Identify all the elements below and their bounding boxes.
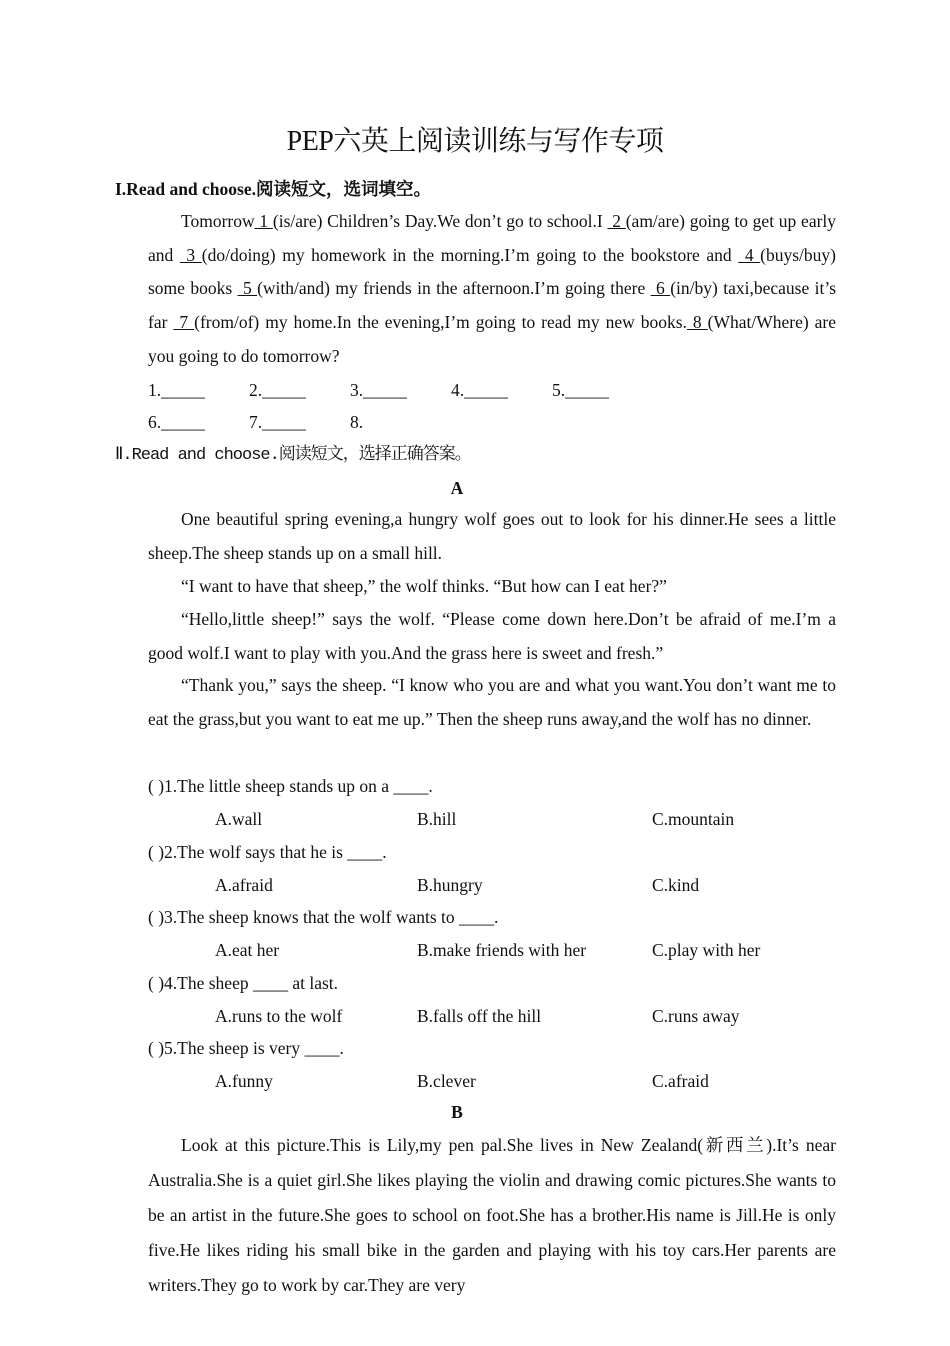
answer-row-2 bbox=[148, 409, 451, 435]
passage-b-title: B bbox=[451, 1102, 463, 1122]
option-b[interactable]: B.clever bbox=[417, 1071, 476, 1091]
answer-blank[interactable]: 4._____ bbox=[451, 380, 508, 400]
passage-text: (am/are) going to get up early and bbox=[148, 211, 837, 265]
answer-row-1 bbox=[148, 377, 653, 403]
passage-text: (is/are) Children’s Day.We don’t go to school.I bbox=[272, 211, 608, 231]
passage-a-paragraph: “Thank you,” says the sheep. “I know who you are and what you want.You don’t want me to eat the grass,but you want to eat me up.” Then the sheep runs away,and the wolf has no dinner. bbox=[148, 675, 836, 729]
option-b[interactable]: B.falls off the hill bbox=[417, 1005, 542, 1026]
blank-3: 3 bbox=[179, 244, 202, 265]
blank-2: 2 bbox=[607, 211, 626, 231]
answer-blank[interactable]: 3._____ bbox=[350, 380, 407, 400]
answer-blank[interactable]: 8. bbox=[350, 412, 364, 432]
answer-blank[interactable]: 2._____ bbox=[249, 380, 306, 400]
answer-blank[interactable]: 7._____ bbox=[249, 412, 306, 432]
blank-8: 8 bbox=[686, 312, 708, 333]
passage-text: (buys/buy) some books bbox=[148, 244, 836, 299]
option-c[interactable]: C.mountain bbox=[652, 809, 735, 829]
option-b[interactable]: B.hungry bbox=[417, 874, 483, 895]
question-4[interactable]: ( )4.The sheep ____ at last. bbox=[148, 972, 339, 993]
question-2[interactable]: ( )2.The wolf says that he is ____. bbox=[148, 841, 387, 862]
passage-a-paragraph: One beautiful spring evening,a hungry wolf goes out to look for his dinner.He sees a little sheep.The sheep stands up on a small hill. bbox=[148, 509, 836, 563]
option-c[interactable]: C.play with her bbox=[652, 940, 761, 960]
passage-text: Tomorrow bbox=[181, 211, 255, 231]
passage-text: (with/and) my friends in the afternoon.I’m going there bbox=[257, 278, 651, 299]
option-a[interactable]: A.eat her bbox=[215, 940, 280, 960]
section-1-passage bbox=[148, 205, 836, 374]
passage-text: (do/doing) my homework in the morning.I’m going to the bookstore and bbox=[201, 244, 739, 265]
page-title: PEP六英上阅读训练与写作专项 bbox=[286, 126, 664, 157]
option-b[interactable]: B.hill bbox=[417, 809, 457, 829]
option-c[interactable]: C.kind bbox=[652, 874, 700, 895]
option-c[interactable]: C.afraid bbox=[652, 1071, 709, 1091]
question-5[interactable]: ( )5.The sheep is very ____. bbox=[148, 1038, 344, 1058]
blank-1: 1 bbox=[254, 211, 273, 231]
section-2-heading: Ⅱ.Read and choose.阅读短文，选择正确答案。 bbox=[115, 446, 471, 465]
blank-4: 4 bbox=[738, 244, 761, 265]
option-a[interactable]: A.wall bbox=[215, 809, 263, 829]
option-a[interactable]: A.runs to the wolf bbox=[215, 1005, 343, 1026]
option-a[interactable]: A.funny bbox=[215, 1071, 273, 1091]
option-a[interactable]: A.afraid bbox=[215, 874, 273, 895]
blank-5: 5 bbox=[237, 278, 258, 299]
passage-text: (What/Where) are you going to do tomorrow? bbox=[148, 312, 837, 366]
option-b[interactable]: B.make friends with her bbox=[417, 940, 587, 960]
blank-6: 6 bbox=[650, 278, 671, 299]
passage-text: (in/by) taxi,because it’s far bbox=[148, 278, 837, 333]
passage-b-paragraph: Look at this picture.This is Lily,my pen pal.She lives in New Zealand(新西兰).It’s near Australia.She is a quiet girl.She likes playing the violin and drawing comic pictures.She wants to be an artist in the future.She goes to school on foot.She has a brother.His name is Jill.He is only five.He likes riding his small bike in the garden and playing with his toy cars.Her parents are writers.They go to work by car.They are very bbox=[148, 1135, 836, 1295]
question-1[interactable]: ( )1.The little sheep stands up on a ____. bbox=[148, 776, 433, 796]
blank-7: 7 bbox=[173, 312, 195, 333]
question-3[interactable]: ( )3.The sheep knows that the wolf wants to ____. bbox=[148, 907, 499, 927]
answer-blank[interactable]: 6._____ bbox=[148, 412, 205, 432]
passage-a-title: A bbox=[450, 478, 464, 498]
section-1-heading: I.Read and choose.阅读短文，选词填空。 bbox=[115, 179, 431, 199]
answer-blank[interactable]: 1._____ bbox=[148, 380, 205, 400]
option-c[interactable]: C.runs away bbox=[652, 1005, 740, 1026]
passage-a-paragraph: “Hello,little sheep!” says the wolf. “Please come down here.Don’t be afraid of me.I’m a good wolf.I want to play with you.And the grass here is sweet and fresh.” bbox=[148, 609, 836, 663]
answer-blank[interactable]: 5._____ bbox=[552, 380, 609, 400]
passage-text: (from/of) my home.In the evening,I’m going to read my new books. bbox=[194, 312, 687, 333]
passage-a-paragraph: “I want to have that sheep,” the wolf thinks. “But how can I eat her?” bbox=[181, 576, 667, 596]
